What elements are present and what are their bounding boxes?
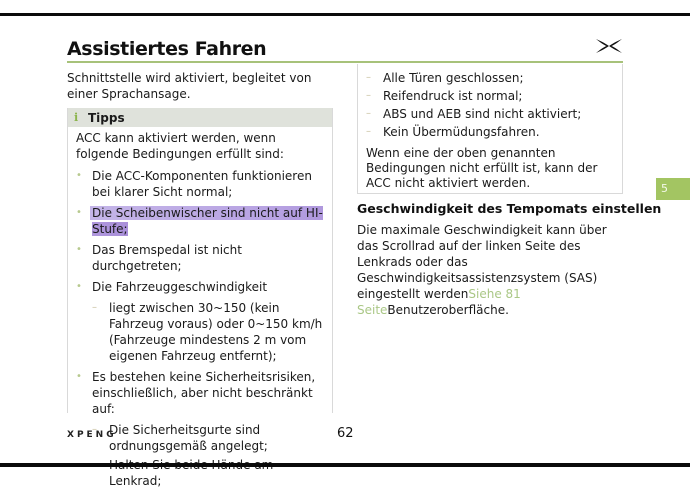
tips-header bbox=[68, 108, 332, 127]
page-reference-link[interactable]: Siehe 81 Seite bbox=[357, 287, 521, 317]
xpeng-logo-icon bbox=[595, 38, 623, 54]
tips-label: Tipps bbox=[88, 110, 125, 125]
sub-condition-item: – Die Sicherheitsgurte sind ordnungsgemäß angelegt; bbox=[92, 422, 324, 454]
conditions-list bbox=[76, 168, 324, 489]
condition-text: Die ACC-Komponenten funktionieren bei klarer Sicht normal; bbox=[92, 169, 312, 199]
info-icon: i bbox=[74, 111, 79, 124]
sub-condition-item: – Alle Türen geschlossen; bbox=[366, 70, 614, 86]
brand-wordmark: XPENG bbox=[67, 430, 117, 440]
sub-condition-item: – Kein Übermüdungsfahren. bbox=[366, 124, 614, 140]
section-body bbox=[357, 222, 627, 318]
speed-sublist bbox=[92, 300, 324, 364]
safety-sublist bbox=[92, 422, 324, 489]
sub-condition-item: – liegt zwischen 30~150 (kein Fahrzeug voraus) oder 0~150 km/h (Fahrzeuge mindestens 2 m vom eigenen Fahrzeug entfernt); bbox=[92, 300, 324, 364]
section-body-text-end: Benutzeroberfläche. bbox=[387, 303, 509, 317]
condition-item bbox=[76, 279, 324, 364]
sub-condition-item: – ABS und AEB sind nicht aktiviert; bbox=[366, 106, 614, 122]
bottom-rule bbox=[0, 463, 690, 467]
safety-sublist-continued bbox=[358, 64, 622, 140]
chapter-tab[interactable]: 5 bbox=[656, 178, 690, 200]
condition-item bbox=[76, 242, 324, 274]
sub-condition-item: – Lenkrad; bbox=[92, 457, 324, 489]
page-number: 62 bbox=[337, 426, 354, 441]
condition-text: Es bestehen keine Sicherheitsrisiken, einschließlich, aber nicht beschränkt auf: bbox=[92, 370, 316, 416]
page-title: Assistiertes Fahren bbox=[67, 38, 267, 60]
condition-text: Die Fahrzeuggeschwindigkeit bbox=[92, 280, 268, 294]
intro-text: Schnittstelle wird aktiviert, begleitet von einer Sprachansage. bbox=[67, 71, 312, 101]
title-underline bbox=[67, 61, 623, 63]
sub-condition-item: – Reifendruck ist normal; bbox=[366, 88, 614, 104]
condition-text: Das Bremspedal ist nicht durchgetreten; bbox=[92, 243, 242, 273]
section-heading: Geschwindigkeit des Tempomats einstellen bbox=[357, 201, 662, 216]
text-highlight: Die Scheibenwischer sind nicht auf HI-Stufe; bbox=[92, 206, 323, 236]
top-rule bbox=[0, 13, 690, 16]
section-body-text: Die maximale Geschwindigkeit kann über das Scrollrad auf der linken Seite des Lenkrads oder das Geschwindigkeitsassistenzsystem (SAS) eingestellt werden bbox=[357, 223, 607, 301]
condition-item-highlighted bbox=[76, 205, 324, 237]
tips-closing: Wenn eine der oben genannten Bedingungen nicht erfüllt ist, kann der ACC nicht aktiviert werden. bbox=[366, 146, 598, 190]
condition-item bbox=[76, 369, 324, 489]
tips-box-continued bbox=[357, 64, 623, 194]
tips-lead: ACC kann aktiviert werden, wenn folgende Bedingungen erfüllt sind: bbox=[76, 131, 284, 161]
condition-item bbox=[76, 168, 324, 200]
